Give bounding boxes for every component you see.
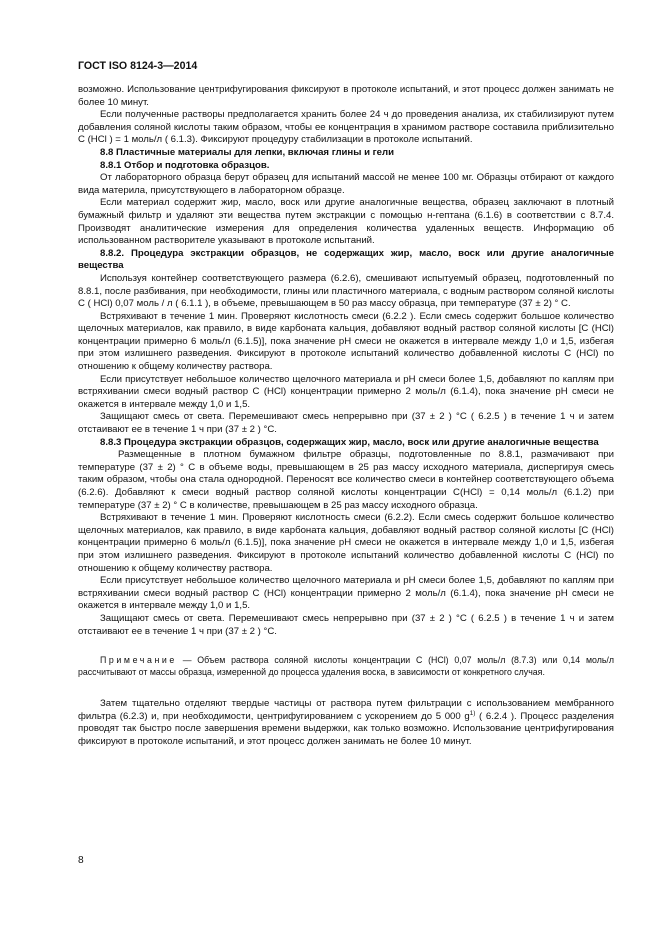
- note-text: — Объем раствора соляной кислоты концентрации C (HCl) 0,07 моль/л (8.7.3) или 0,14 моль/л рассчитывают от массы образца, измеренной до процесса удаления воска, в зависимости от конкретного случая.: [78, 655, 614, 678]
- subsection-heading: 8.8.3 Процедура экстракции образцов, содержащих жир, масло, воск или другие аналогичные вещества: [100, 436, 599, 448]
- paragraph: Защищают смесь от света. Перемешивают смесь непрерывно при (37 ± 2 ) °C ( 6.2.5 ) в течение 1 ч и затем отстаивают ее в течение 1 ч при (37 ± 2 ) °C.: [78, 411, 614, 436]
- section-heading: 8.8 Пластичные материалы для лепки, включая глины и гели: [100, 146, 394, 158]
- document-page: [78, 60, 614, 749]
- paragraph: Если материал содержит жир, масло, воск или другие аналогичные вещества, образец заключают в плотный бумажный фильтр и удаляют эти вещества путем экстракции с помощью н-гептана (6.1.6) в соответствии с 8.7.4. Производят аналитические измерения для определения количества удаленных веществ. Информацию об использованном растворителе указывают в протоколе испытаний.: [78, 197, 614, 247]
- note-label: Примечание: [100, 655, 177, 666]
- footnote-ref: 1): [469, 709, 476, 717]
- paragraph-text: Затем тщательно отделяют твердые частицы от раствора путем фильтрации с использованием мембранного фильтра (6.2.3) и, при необходимости, центрифугированием с ускорением до 5 000 g: [78, 698, 614, 722]
- paragraph: [78, 698, 614, 748]
- paragraph: Используя контейнер соответствующего размера (6.2.6), смешивают испытуемый образец, подготовленный по 8.8.1, после разбивания, при необходимости, глины или пластичного материала, с водным раствором соляной кислоты C ( HCl) 0,07 моль / л ( 6.1.1 ), в объеме, превышающем в 50 раз массу образца, при температуре (37 ± 2) ° C.: [78, 272, 614, 310]
- subsection-heading: 8.8.2. Процедура экстракции образцов, не содержащих жир, масло, воск или другие аналогичные вещества: [78, 247, 614, 272]
- final-section: [78, 698, 614, 748]
- subsection-heading: 8.8.1 Отбор и подготовка образцов.: [100, 159, 270, 171]
- paragraph: Защищают смесь от света. Перемешивают смесь непрерывно при (37 ± 2 ) °C ( 6.2.5 ) в течение 1 ч и затем отстаивают ее в течение 1 ч при (37 ± 2 ) °C.: [78, 612, 614, 637]
- page-number: 8: [78, 855, 84, 866]
- document-header: ГОСТ ISO 8124-3—2014: [78, 60, 198, 72]
- paragraph: Размещенные в плотном бумажном фильтре образцы, подготовленные по 8.8.1, размачивают при температуре (37 ± 2) ° C в объеме воды, превышающем в 25 раз массу исходного материала, диспергируя смесь таким образом, чтобы она стала однородной. Переносят все количество смеси в контейнер соответствующего объема (6.2.6). Добавляют к смеси водный раствор соляной кислоты концентрации C(HCl) = 0,14 моль/л (6.1.2) при температуре (37 ± 2) ° C в количестве, превышающем в 25 раз массу исходного образца.: [78, 449, 614, 511]
- note: [78, 654, 614, 678]
- paragraph: Если полученные растворы предполагается хранить более 24 ч до проведения анализа, их стабилизируют путем добавления соляной кислоты таким образом, чтобы ее концентрация в хранимом растворе составила приблизительно C (HCl ) = 1 моль/л ( 6.1.3). Фиксируют процедуру стабилизации в протоколе испытаний.: [78, 109, 614, 146]
- paragraph: Встряхивают в течение 1 мин. Проверяют кислотность смеси (6.2.2). Если смесь содержит большое количество щелочных материалов, как правило, в виде карбоната кальция, добавляют водный раствор соляной кислоты [C (HCl) концентрации примерно 6 моль/л (6.1.5)], пока значение pH смеси не окажется в интервале между 1,0 и 1,5, избегая при этом излишнего разведения. Фиксируют в протоколе испытаний количество добавленной кислоты C (HCl) по отношению к общему количеству раствора.: [78, 512, 614, 574]
- paragraph: Если присутствует небольшое количество щелочного материала и pH смеси более 1,5, добавляют по каплям при встряхивании смеси водный раствор C (HCl) концентрации примерно 2 моль/л (6.1.4), пока значение pH смеси не окажется в интервале между 1,0 и 1,5.: [78, 373, 614, 410]
- paragraph: От лабораторного образца берут образец для испытаний массой не менее 100 мг. Образцы отбирают от каждого вида материла, присутствующего в лабораторном образце.: [78, 172, 614, 196]
- paragraph: Встряхивают в течение 1 мин. Проверяют кислотность смеси (6.2.2 ). Если смесь содержит большое количество щелочных материалов, как правило, в виде карбоната кальция, добавляют водный раствор соляной кислоты [C (HCl) концентрации примерно 6 моль/л (6.1.5)], пока значение pH смеси не окажется в интервале между 1,0 и 1,5, избегая при этом излишнего разведения. Фиксируют в протоколе испытаний количество добавленной кислоты C (HCl) по отношению к общему количеству раствора.: [78, 310, 614, 373]
- document-body: [78, 84, 614, 638]
- paragraph-text: ( 6.2.4 ). Процесс разделения проводят так быстро после завершения времени выдержки, как только возможно. Использование центрифугирования фиксируют в протоколе испытаний, и этот процесс должен занимать не более 10 минут.: [78, 710, 614, 747]
- paragraph: возможно. Использование центрифугирования фиксируют в протоколе испытаний, и этот процесс должен занимать не более 10 минут.: [78, 84, 614, 108]
- paragraph: Если присутствует небольшое количество щелочного материала и pH смеси более 1,5, добавляют по каплям при встряхивании смеси водный раствор C (HCl) концентрации примерно 2 моль/л (6.1.4), пока значение pH смеси не окажется в интервале между 1,0 и 1,5.: [78, 575, 614, 612]
